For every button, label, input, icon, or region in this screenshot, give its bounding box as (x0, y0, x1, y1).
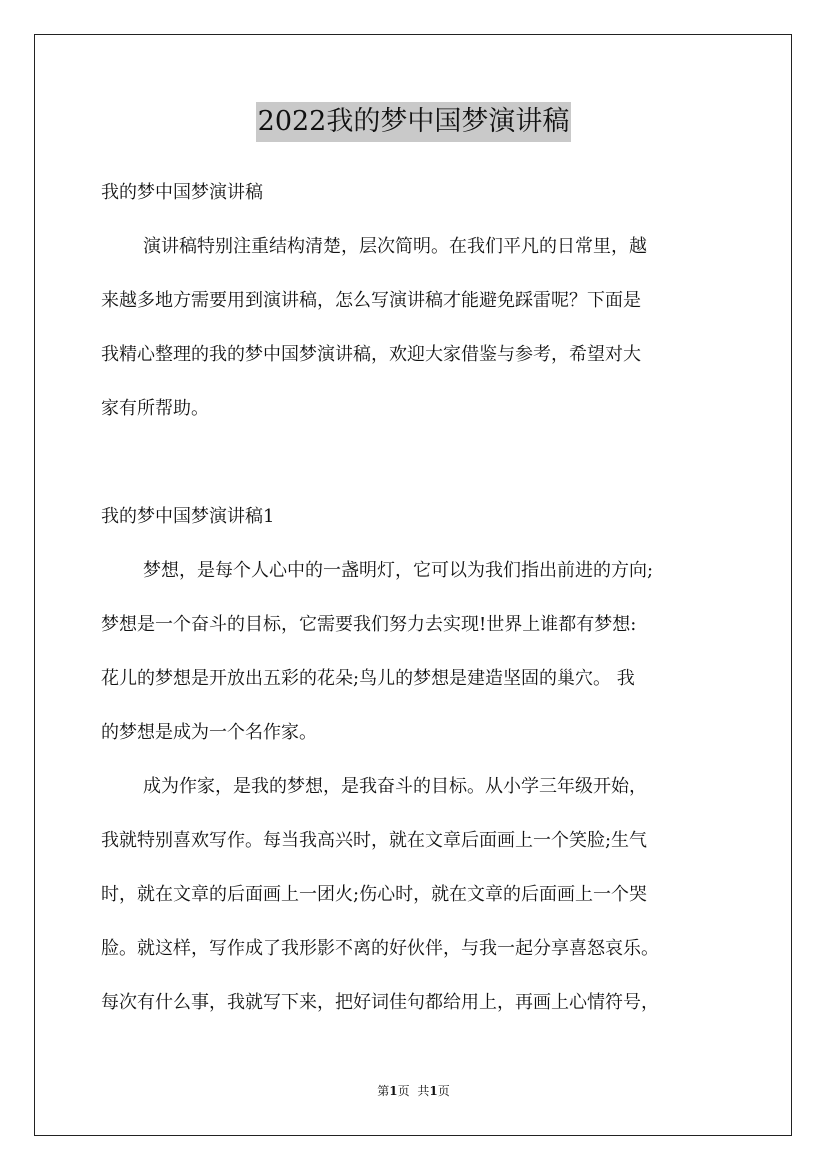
section1-para1-line-2: 梦想是一个奋斗的目标，它需要我们努力去实现!世界上谁都有梦想: (101, 614, 637, 635)
page-number: 1 (389, 1084, 398, 1098)
section1-para2-line-4: 脸。就这样，写作成了我形影不离的好伙伴，与我一起分享喜怒哀乐。 (101, 938, 659, 959)
page-suffix: 页 (397, 1084, 410, 1098)
page-prefix: 第 (377, 1084, 390, 1098)
intro-line-4: 家有所帮助。 (101, 398, 209, 419)
section1-para2-line-3: 时，就在文章的后面画上一团火;伤心时，就在文章的后面画上一个哭 (101, 884, 648, 905)
section-gap (101, 436, 729, 490)
section1-para1-line-4: 的梦想是成为一个名作家。 (101, 722, 317, 743)
section1-para1-line-3: 花儿的梦想是开放出五彩的花朵;鸟儿的梦想是建造坚固的巢穴。 我 (101, 668, 635, 689)
intro-heading: 我的梦中国梦演讲稿 (101, 182, 263, 203)
total-prefix: 共 (417, 1084, 430, 1098)
intro-line-1: 演讲稿特别注重结构清楚，层次简明。在我们平凡的日常里，越 (143, 236, 647, 257)
total-pages: 1 (429, 1084, 438, 1098)
page-footer (0, 1082, 827, 1100)
section1-para2-line-5: 每次有什么事，我就写下来，把好词佳句都给用上，再画上心情符号， (101, 992, 659, 1013)
intro-line-2: 来越多地方需要用到演讲稿，怎么写演讲稿才能避免踩雷呢？下面是 (101, 290, 641, 311)
section1-para1-line-1: 梦想，是每个人心中的一盏明灯，它可以为我们指出前进的方向; (143, 560, 654, 581)
section1-heading: 我的梦中国梦演讲稿1 (101, 506, 275, 527)
section1-para2-line-2: 我就特别喜欢写作。每当我高兴时，就在文章后面画上一个笑脸;生气 (101, 830, 648, 851)
total-suffix: 页 (437, 1084, 450, 1098)
intro-line-3: 我精心整理的我的梦中国梦演讲稿，欢迎大家借鉴与参考，希望对大 (101, 344, 641, 365)
document-body (101, 166, 729, 1030)
section1-para2-line-1: 成为作家，是我的梦想，是我奋斗的目标。从小学三年级开始， (143, 776, 647, 797)
document-title: 2022我的梦中国梦演讲稿 (256, 102, 572, 142)
title-wrap (0, 102, 827, 142)
